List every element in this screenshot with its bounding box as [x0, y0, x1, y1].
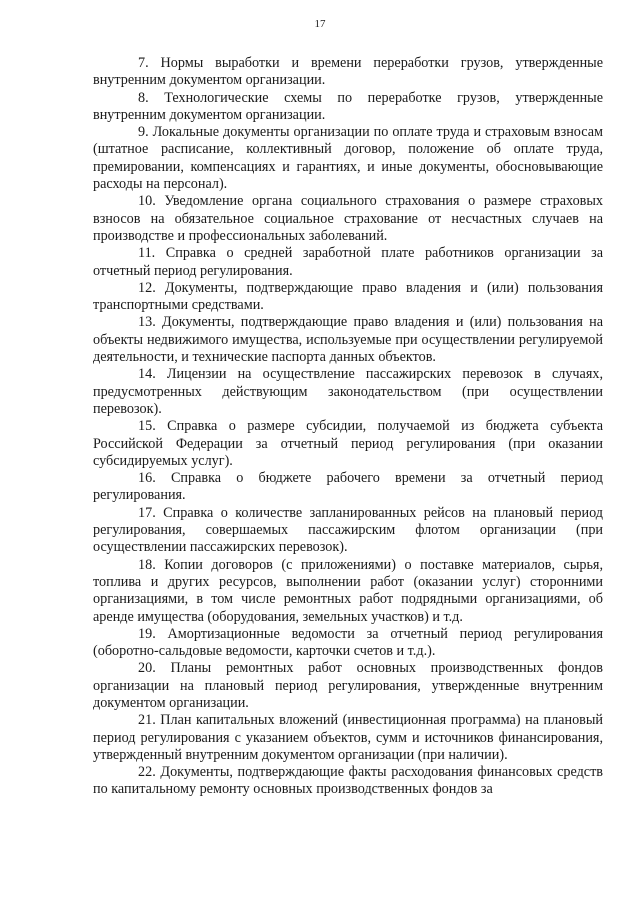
list-item: [93, 470, 603, 505]
item-number: 11.: [138, 245, 156, 262]
item-number: 21.: [138, 712, 156, 729]
page-number: 17: [314, 18, 326, 30]
item-text: Амортизационные ведомости за отчетный период регулирования (оборотно-сальдовые ведомости, карточки счетов и т.д.).: [93, 625, 603, 660]
item-number: 18.: [138, 556, 156, 573]
list-item: [93, 55, 603, 90]
list-item: [93, 280, 603, 315]
item-number: 16.: [138, 470, 156, 487]
item-text: Локальные документы организации по оплате труда и страховым взносам (штатное расписание, коллективный договор, положение об оплате труда, премировании, компенсациях и гарантиях, и иные документы, обосновывающие расходы на персонал).: [93, 124, 604, 193]
document-list: [93, 55, 603, 799]
list-item: [93, 505, 603, 557]
item-number: 19.: [138, 625, 156, 642]
item-text: План капитальных вложений (инвестиционная программа) на плановый период регулирования с указанием объектов, сумм и источников финансирования, утвержденный внутренним документом организации (при наличии).: [93, 712, 603, 763]
list-item: [93, 314, 603, 366]
list-item: [93, 557, 603, 626]
item-text: Справка о средней заработной плате работников организации за отчетный период регулирования.: [93, 245, 603, 279]
item-number: 12.: [138, 279, 156, 296]
item-number: 9.: [138, 124, 149, 141]
item-text: Копии договоров (с приложениями) о поставке материалов, сырья, топлива и других ресурсов, выполнении работ (оказании услуг) сторонними организациями, в том числе ремонтных работ подрядными организациями, об аренде имущества (оборудования, земельных участков) и т.д.: [93, 556, 604, 625]
item-text: Справка о количестве запланированных рейсов на плановый период регулирования, совершаемых пассажирским флотом организации (при осуществлении пассажирских перевозок).: [93, 504, 603, 556]
item-text: Уведомление органа социального страхования о размере страховых взносов на обязательное социальное страхование от несчастных случаев на производстве и профессиональных заболеваний.: [93, 193, 604, 244]
item-number: 13.: [138, 314, 156, 331]
item-text: Планы ремонтных работ основных производственных фондов организации на плановый период регулирования, утвержденные внутренним документом организации.: [93, 660, 603, 711]
item-text: Документы, подтверждающие право владения и (или) пользования на объекты недвижимого имущества, используемые при осуществлении регулируемой деятельности, и технические паспорта данных объектов.: [93, 314, 604, 366]
item-text: Документы, подтверждающие право владения и (или) пользования транспортными средствами.: [93, 279, 604, 314]
item-number: 15.: [138, 418, 156, 435]
item-text: Справка о размере субсидии, получаемой из бюджета субъекта Российской Федерации за отчетный период регулирования (при оказании субсидируемых услуг).: [93, 418, 603, 469]
item-number: 22.: [138, 764, 156, 781]
list-item: [93, 660, 603, 712]
item-text: Справка о бюджете рабочего времени за отчетный период регулирования.: [93, 470, 603, 504]
list-item: [93, 626, 603, 661]
item-number: 7.: [138, 55, 149, 71]
list-item: [93, 366, 603, 418]
list-item: [93, 193, 603, 245]
item-text: Документы, подтверждающие факты расходования финансовых средств по капитальному ремонту основных производственных фондов за: [93, 764, 603, 798]
item-number: 10.: [138, 193, 156, 210]
item-number: 17.: [138, 504, 156, 521]
list-item: [93, 245, 603, 280]
list-item: [93, 90, 603, 125]
item-number: 14.: [138, 366, 156, 383]
item-text: Технологические схемы по переработке грузов, утвержденные внутренним документом организации.: [93, 89, 603, 123]
item-text: Нормы выработки и времени переработки грузов, утвержденные внутренним документом организации.: [93, 55, 604, 89]
list-item: [93, 712, 603, 764]
item-text: Лицензии на осуществление пассажирских перевозок в случаях, предусмотренных действующим законодательством (при осуществлении перевозок).: [93, 366, 604, 417]
list-item: [93, 764, 603, 799]
list-item: [93, 124, 603, 193]
item-number: 8.: [138, 89, 149, 106]
item-number: 20.: [138, 660, 156, 677]
list-item: [93, 418, 603, 470]
